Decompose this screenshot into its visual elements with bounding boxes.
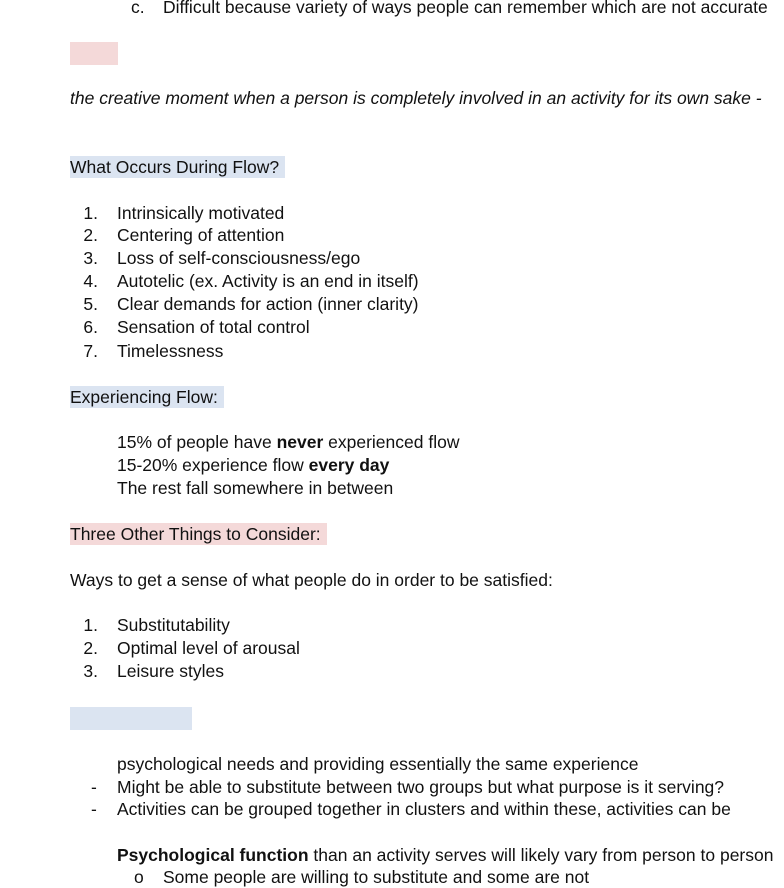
experiencing-line-3: The rest fall somewhere in between <box>117 478 394 498</box>
bullet-dash: - <box>91 777 97 797</box>
text-segment: 15% of people have <box>117 432 277 452</box>
list-item: Timelessness <box>117 341 224 361</box>
emphasis-every-day: every day <box>308 455 390 475</box>
text-segment: 15-20% experience flow <box>117 455 309 475</box>
list-item: Loss of self-consciousness/ego <box>117 248 361 268</box>
flow-heading-wrap <box>70 156 285 178</box>
list-item: Clear demands for action (inner clarity) <box>117 294 419 314</box>
list-number: 5. <box>83 294 98 314</box>
list-number: 4. <box>83 271 98 291</box>
experiencing-heading: Experiencing Flow: <box>70 386 224 408</box>
list-number: 7. <box>83 341 98 361</box>
list-number: 1. <box>83 615 98 635</box>
list-item: Substitutability <box>117 615 230 635</box>
list-number: 6. <box>83 317 98 337</box>
sub-bullet-item: Some people are willing to substitute and some are not <box>163 867 590 887</box>
empty-highlight-heading <box>70 707 192 730</box>
bullet-item: Activities can be grouped together in clusters and within these, activities can be <box>117 799 731 819</box>
list-number: 1. <box>83 203 98 223</box>
subst-line-1: psychological needs and providing essentially the same experience <box>117 754 639 774</box>
psych-function-line <box>117 844 773 866</box>
text-segment: than an activity serves will likely vary from person to person <box>308 845 774 865</box>
list-item: Leisure styles <box>117 661 224 681</box>
list-number: 2. <box>83 638 98 658</box>
text-segment: experienced flow <box>323 432 460 452</box>
bullet-dash: - <box>91 799 97 819</box>
sub-bullet-marker: o <box>134 867 144 887</box>
flow-heading: What Occurs During Flow? <box>70 156 285 178</box>
experiencing-line-2 <box>117 454 389 476</box>
list-item: Autotelic (ex. Activity is an end in itself) <box>117 271 419 291</box>
list-number: 2. <box>83 225 98 245</box>
list-number: 3. <box>83 661 98 681</box>
consider-heading: Three Other Things to Consider: <box>70 523 327 545</box>
consider-heading-wrap <box>70 523 327 545</box>
emphasis-psychological-function: Psychological function <box>117 845 309 865</box>
flow-definition: the creative moment when a person is completely involved in an activity for its own sake - <box>70 88 762 108</box>
list-item: Intrinsically motivated <box>117 203 285 223</box>
experiencing-heading-wrap <box>70 386 224 408</box>
list-item-marker-c: c. <box>131 0 145 17</box>
list-number: 3. <box>83 248 98 268</box>
empty-highlight-heading <box>70 42 118 65</box>
list-item: Sensation of total control <box>117 317 310 337</box>
list-item: Centering of attention <box>117 225 285 245</box>
list-item-text-c: Difficult because variety of ways people can remember which are not accurate <box>163 0 768 17</box>
experiencing-line-1 <box>117 431 459 453</box>
bullet-item: Might be able to substitute between two groups but what purpose is it serving? <box>117 777 725 797</box>
ways-text: Ways to get a sense of what people do in order to be satisfied: <box>70 570 553 590</box>
emphasis-never: never <box>276 432 324 452</box>
list-item: Optimal level of arousal <box>117 638 300 658</box>
